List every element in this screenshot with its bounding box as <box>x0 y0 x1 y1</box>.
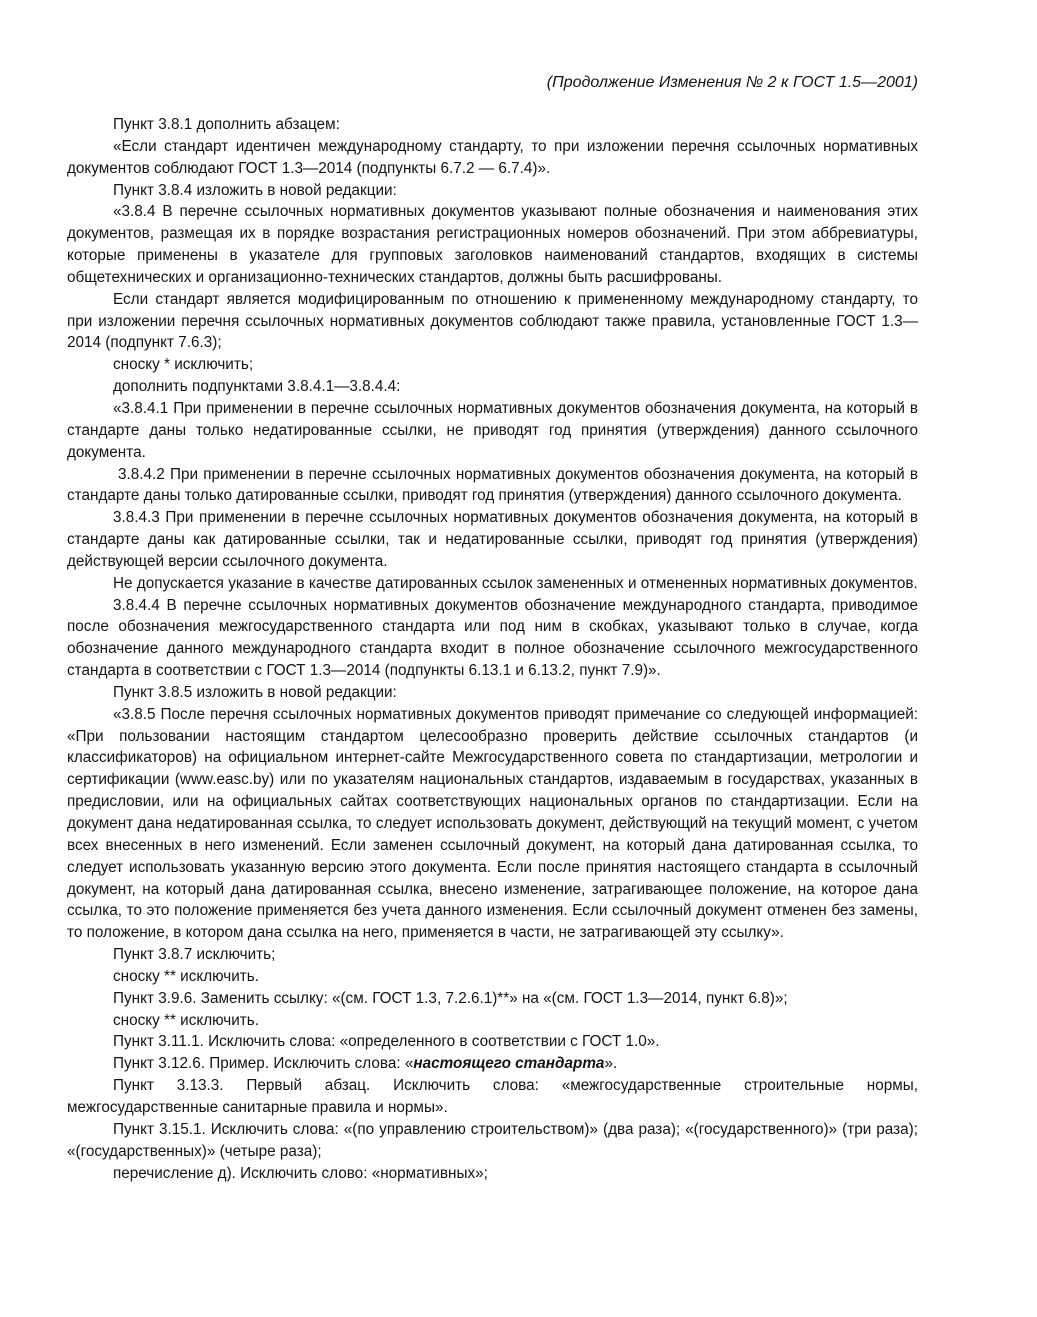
quote-3-8-4: «3.8.4 В перечне ссылочных нормативных документов указывают полные обозначения и наименования этих документов, размещая их в порядке возрастания регистрационных номеров обозначений. При этом аббревиатуры, которые применены в указателе для групповых заголовков наименований стандартов, входящих в системы общетехнических и организационно-технических стандартов, должны быть расшифрованы. <box>67 203 918 286</box>
paragraph-3-9-6: Пункт 3.9.6. Заменить ссылку: «(см. ГОСТ 1.3, 7.2.6.1)**» на «(см. ГОСТ 1.3—2014, пункт 6.8)»; <box>113 989 788 1007</box>
paragraph-modified-standard: Если стандарт является модифицированным по отношению к примененному международному стандарту, то при изложении перечня ссылочных нормативных документов соблюдают также правила, установленные ГОСТ 1.3—2014 (подпункт 7.6.3); <box>67 290 918 352</box>
paragraph-3-8-7: Пункт 3.8.7 исключить; <box>113 946 276 964</box>
paragraph-3-8-1: Пункт 3.8.1 дополнить абзацем: <box>113 116 340 133</box>
paragraph-3-8-4: Пункт 3.8.4 изложить в новой редакции: <box>113 181 397 199</box>
paragraph-3-12-6-text: Пункт 3.12.6. Пример. Исключить слова: « <box>113 1055 414 1073</box>
document-body <box>67 114 918 1184</box>
paragraph-footnote-2: сноску ** исключить. <box>113 967 260 985</box>
paragraph-3-13-3: Пункт 3.13.3. Первый абзац. Исключить слова: «межгосударственные строительные нормы, межгосударственные санитарные правила и нормы». <box>67 1077 918 1116</box>
paragraph-3-8-4-1: «3.8.4.1 При применении в перечне ссылочных нормативных документов обозначения документа, на который в стандарте даны только недатированные ссылки, не приводят год принятия (утверждения) данного ссылочного документа. <box>67 399 918 461</box>
paragraph-3-11-1: Пункт 3.11.1. Исключить слова: «определенного в соответствии с ГОСТ 1.0». <box>113 1033 660 1051</box>
emphasis-text: настоящего стандарта <box>413 1055 605 1073</box>
paragraph-not-allowed: Не допускается указание в качестве датированных ссылок замененных и отмененных нормативных документов. <box>113 574 918 592</box>
paragraph-list-d: перечисление д). Исключить слово: «нормативных»; <box>113 1164 488 1182</box>
paragraph-3-8-4-2: 3.8.4.2 При применении в перечне ссылочных нормативных документов обозначения документа, на который в стандарте даны только датированные ссылки, приводят год принятия (утверждения) данного ссылочного документа. <box>67 465 918 505</box>
paragraph-3-12-6-end: ». <box>604 1055 618 1073</box>
paragraph-add-subitems: дополнить подпунктами 3.8.4.1—3.8.4.4: <box>113 378 401 396</box>
paragraph-3-12-6 <box>67 1053 918 1075</box>
paragraph-footnote-3: сноску ** исключить. <box>113 1011 260 1029</box>
paragraph-footnote-1: сноску * исключить; <box>113 356 254 374</box>
paragraph-3-8-4-4: 3.8.4.4 В перечне ссылочных нормативных документов обозначение международного стандарта, приводимое после обозначения межгосударственного стандарта или под ним в скобках, указывают только в случае, когда обозначение данного международного стандарта входит в полное обозначение ссылочного межгосударственного стандарта в соответствии с ГОСТ 1.3—2014 (подпункты 6.13.1 и 6.13.2, пункт 7.9)». <box>67 596 918 680</box>
paragraph-3-8-4-3: 3.8.4.3 При применении в перечне ссылочных нормативных документов обозначения документа, на который в стандарте даны как датированные ссылки, так и недатированные ссылки, приводят год принятия (утверждения) действующей версии ссылочного документа. <box>67 509 918 570</box>
paragraph-3-8-5: Пункт 3.8.5 изложить в новой редакции: <box>113 683 397 701</box>
page-header: (Продолжение Изменения № 2 к ГОСТ 1.5—2001) <box>546 74 918 91</box>
quote-3-8-1: «Если стандарт идентичен международному стандарту, то при изложении перечня ссылочных нормативных документов соблюдают ГОСТ 1.3—2014 (подпункты 6.7.2 — 6.7.4)». <box>67 137 918 177</box>
quote-3-8-5: «3.8.5 После перечня ссылочных нормативных документов приводят примечание со следующей информацией: «При пользовании настоящим стандартом целесообразно проверить действие ссылочных стандартов (и классификаторов) на официальном интернет-сайте Межгосударственного совета по стандартизации, метрологии и сертификации (www.easc.by) или по указателям национальных стандартов, издаваемым в государствах, указанных в предисловии, или на официальных сайтах соответствующих национальных органов по стандартизации. Если на документ дана недатированная ссылка, то следует использовать документ, действующий на текущий момент, с учетом всех внесенных в него изменений. Если заменен ссылочный документ, на который дана датированная ссылка, то следует использовать указанную версию этого документа. Если после принятия настоящего стандарта в ссылочный документ, на который дана датированная ссылка, внесено изменение, затрагивающее положение, на которое дана ссылка, то это положение применяется без учета данного изменения. Если ссылочный документ отменен без замены, то положение, в котором дана ссылка на него, применяется в части, не затрагивающей эту ссылку». <box>67 705 918 942</box>
paragraph-3-15-1: Пункт 3.15.1. Исключить слова: «(по управлению строительством)» (два раза); «(государственного)» (три раза); «(государственных)» (четыре раза); <box>67 1120 918 1160</box>
